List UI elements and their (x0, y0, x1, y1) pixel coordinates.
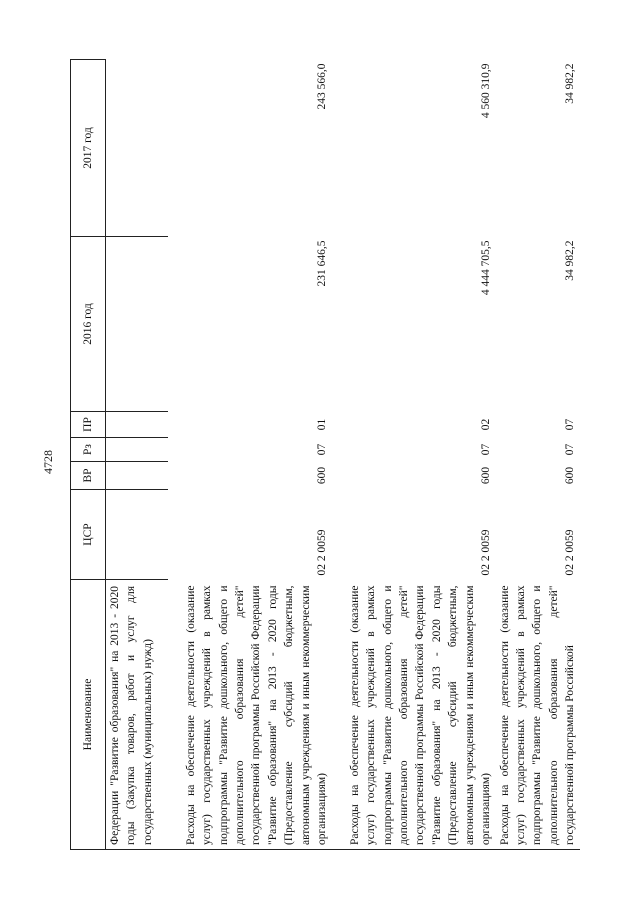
budget-table (70, 59, 580, 850)
header-rz: Рз (71, 438, 106, 462)
row-vr: 600 (316, 466, 329, 485)
row-2016: 4 444 705,5 (480, 240, 493, 296)
row-rz: 07 (316, 443, 329, 456)
row-name: Федерации "Развитие образования" на 2013 - 2020 годы (Закупка товаров, работ и услуг для государственных (муниципальных) нужд) (106, 580, 168, 850)
row-2017: 4 560 310,9 (480, 63, 493, 119)
row-vr: 600 (480, 466, 493, 485)
header-pr: ПР (71, 412, 106, 438)
row-2016 (106, 237, 168, 412)
table-row (168, 60, 332, 850)
row-pr: 02 (480, 418, 493, 431)
row-pr: 01 (316, 418, 329, 431)
header-2016: 2016 год (71, 237, 106, 412)
row-pr: 07 (564, 418, 577, 431)
table-body (106, 60, 580, 850)
row-pr (106, 412, 168, 438)
table-row (332, 60, 496, 850)
row-rz: 07 (564, 443, 577, 456)
row-2016: 34 982,2 (564, 240, 577, 281)
row-csr: 02 2 0059 (480, 529, 493, 576)
header-vr: ВР (71, 462, 106, 490)
row-2017: 34 982,2 (564, 63, 577, 104)
row-rz (106, 438, 168, 462)
table-row (496, 60, 580, 850)
row-csr (106, 490, 168, 580)
rotated-table-container (70, 60, 610, 850)
row-vr: 600 (564, 466, 577, 485)
row-name: Расходы на обеспечение деятельности (оказание услуг) государственных учреждений в рамках подпрограммы "Развитие дошкольного, общего и дополнительного образования детей" государственной программы Российской Федерации "Развитие образования" на 2013 - 2020 годы (Предоставление субсидий бюджетным, автономным учреждениям и иным некоммерческим организациям) (332, 580, 496, 850)
row-name: Расходы на обеспечение деятельности (оказание услуг) государственных учреждений в рамках подпрограммы "Развитие дошкольного, общего и дополнительного образования детей" государственной программы Российской (496, 580, 580, 850)
table-header (71, 60, 106, 850)
header-2017: 2017 год (71, 60, 106, 237)
table-row (106, 60, 168, 850)
row-csr: 02 2 0059 (564, 529, 577, 576)
row-2017: 243 566,0 (316, 63, 329, 110)
row-name: Расходы на обеспечение деятельности (оказание услуг) государственных учреждений в рамках подпрограммы "Развитие дошкольного, общего и дополнительного образования детей" государственной программы Российской Федерации "Развитие образования" на 2013 - 2020 годы (Предоставление субсидий бюджетным, автономным учреждениям и иным некоммерческим организациям) (168, 580, 332, 850)
row-vr (106, 462, 168, 490)
row-rz: 07 (480, 443, 493, 456)
header-name: Наименование (71, 580, 106, 850)
page-number: 4728 (41, 450, 55, 474)
header-csr: ЦСР (71, 490, 106, 580)
row-csr: 02 2 0059 (316, 529, 329, 576)
row-2016: 231 646,5 (316, 240, 329, 287)
row-2017 (106, 60, 168, 237)
